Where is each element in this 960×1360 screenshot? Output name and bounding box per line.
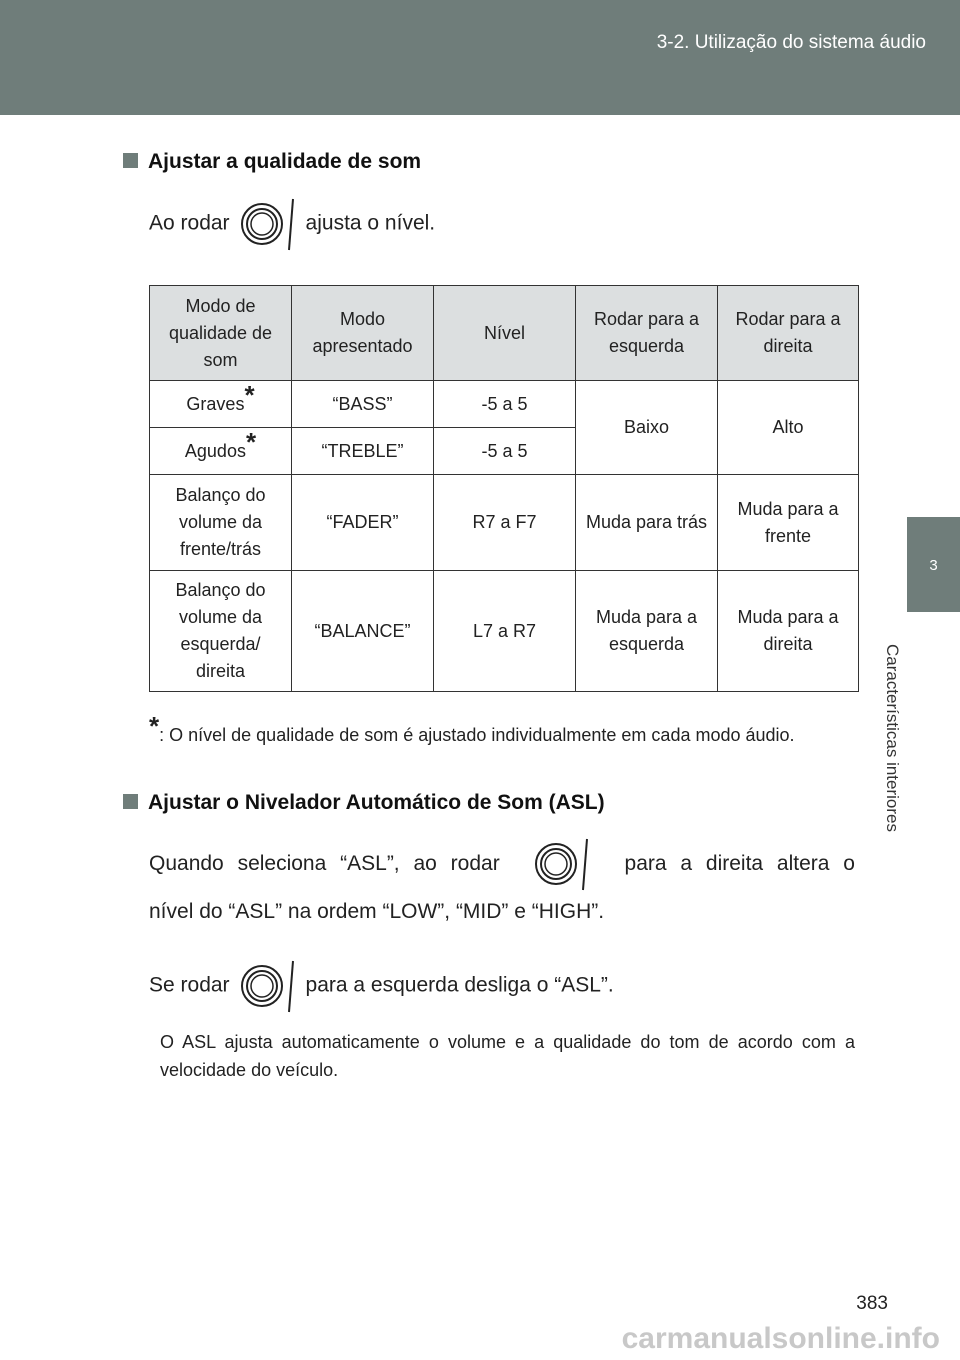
- knob-icon: [530, 836, 594, 892]
- table-header-cell: Rodar para a esquerda: [576, 286, 718, 381]
- watermark: carmanualsonline.info: [621, 1322, 940, 1355]
- table-cell: “BASS”: [292, 381, 434, 428]
- table-cell: “TREBLE”: [292, 428, 434, 475]
- table-cell: Muda para a esquerda: [576, 571, 718, 692]
- table-cell: “BALANCE”: [292, 571, 434, 692]
- knob-icon: [236, 196, 300, 252]
- table-header-cell: Modo apresentado: [292, 286, 434, 381]
- page-number: 383: [856, 1293, 888, 1314]
- table-cell: -5 a 5: [434, 381, 576, 428]
- table-cell: Alto: [718, 381, 859, 475]
- table-cell: “FADER”: [292, 475, 434, 571]
- page-header: [0, 0, 960, 115]
- table-row: [150, 475, 859, 571]
- table-cell: Balanço do volume da frente/trás: [150, 475, 292, 571]
- header-section-title: 3-2. Utilização do sistema áudio: [656, 32, 926, 53]
- chapter-label: Características interiores: [883, 643, 902, 832]
- knob-instruction-line: Ao rodar ajusta o nível.: [149, 196, 435, 252]
- asl-instruction-line-1: Quando seleciona “ASL”, ao rodar para a direita altera o: [149, 836, 855, 892]
- table-cell: -5 a 5: [434, 428, 576, 475]
- knob-icon: [236, 958, 300, 1014]
- asl-note: O ASL ajusta automaticamente o volume e a qualidade do tom de acordo com a velocidade do veículo.: [160, 1032, 855, 1080]
- asl-off-instruction: Se rodar para a esquerda desliga o “ASL”.: [149, 958, 614, 1014]
- chapter-number: 3: [929, 557, 938, 574]
- table-cell: Muda para a frente: [718, 475, 859, 571]
- table-cell: Balanço do volume da esquerda/ direita: [150, 571, 292, 692]
- table-cell: R7 a F7: [434, 475, 576, 571]
- section-heading-sound-quality: Ajustar a qualidade de som: [123, 150, 421, 174]
- table-footnote: *: O nível de qualidade de som é ajustado individualmente em cada modo áudio.: [149, 711, 795, 745]
- square-bullet-icon: [123, 794, 138, 809]
- table-header-cell: Modo de qualidade de som: [150, 286, 292, 381]
- table-cell: Graves*: [150, 381, 292, 428]
- table-cell: Baixo: [576, 381, 718, 475]
- sound-quality-table: [149, 285, 859, 692]
- table-cell: Muda para a direita: [718, 571, 859, 692]
- table-header-cell: Nível: [434, 286, 576, 381]
- square-bullet-icon: [123, 153, 138, 168]
- table-row: [150, 381, 859, 428]
- table-row: [150, 571, 859, 692]
- chapter-tab: [907, 517, 960, 612]
- asl-instruction-line-2: nível do “ASL” na ordem “LOW”, “MID” e “HIGH”.: [149, 900, 605, 923]
- table-cell: Agudos*: [150, 428, 292, 475]
- table-header-cell: Rodar para a direita: [718, 286, 859, 381]
- table-cell: Muda para trás: [576, 475, 718, 571]
- table-cell: L7 a R7: [434, 571, 576, 692]
- section-heading-asl: Ajustar o Nivelador Automático de Som (ASL): [123, 791, 605, 815]
- table-header-row: [150, 286, 859, 381]
